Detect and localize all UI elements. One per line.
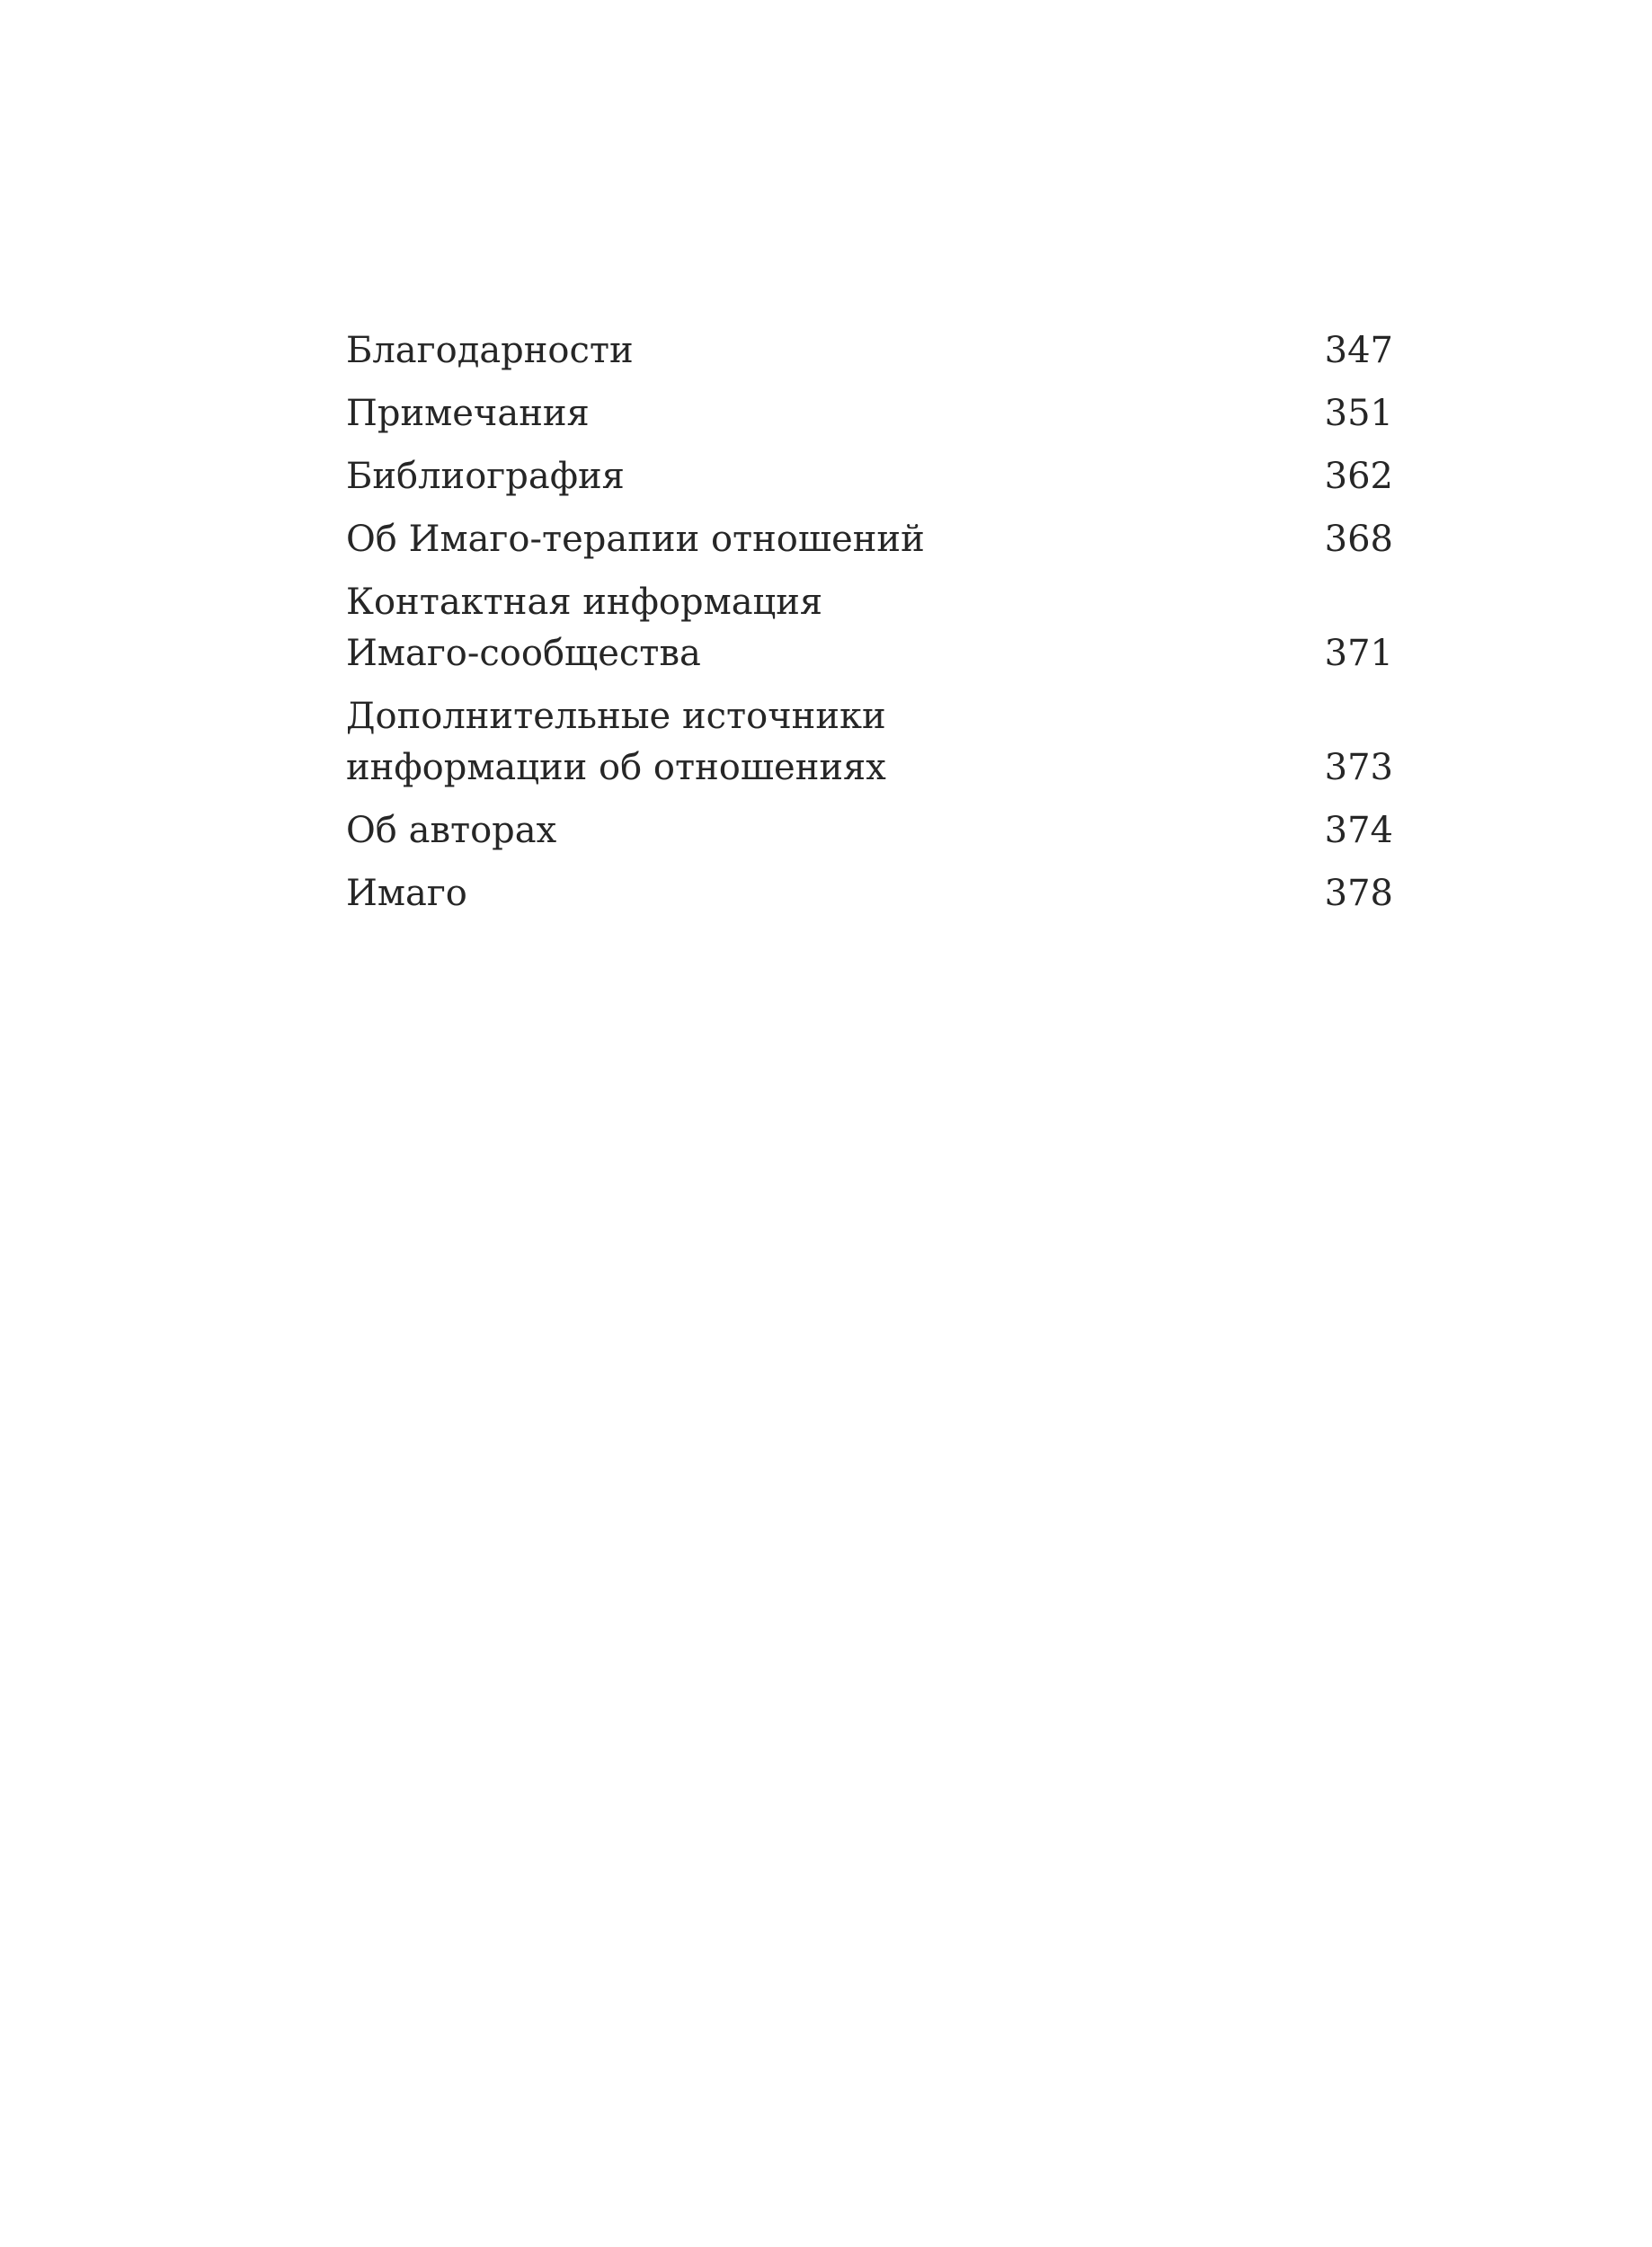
- toc-page-number: 378: [1324, 873, 1393, 914]
- toc-title-line: Имаго-сообщества: [346, 633, 701, 674]
- toc-entry: [346, 691, 1393, 794]
- toc-entry-title: [346, 325, 634, 377]
- toc-page-number: 362: [1324, 456, 1393, 497]
- toc-entry: [346, 325, 1393, 377]
- toc-entry: [346, 577, 1393, 679]
- toc-entry-title: [346, 388, 590, 440]
- table-of-contents: [346, 325, 1393, 931]
- toc-entry: [346, 868, 1393, 919]
- toc-entry-title: [346, 805, 556, 857]
- toc-page-number: 374: [1324, 810, 1393, 851]
- toc-entry: [346, 388, 1393, 440]
- toc-page-number: 351: [1324, 393, 1393, 434]
- toc-entry-title: [346, 577, 822, 679]
- toc-entry-title: [346, 451, 625, 502]
- toc-title-line: Библиография: [346, 456, 625, 497]
- toc-title-line: информации об отношениях: [346, 747, 886, 788]
- toc-entry: [346, 451, 1393, 502]
- toc-entry: [346, 805, 1393, 857]
- toc-title-line: Примечания: [346, 393, 590, 434]
- toc-title-line: Благодарности: [346, 330, 634, 371]
- toc-entry-title: [346, 514, 925, 565]
- toc-entry: [346, 514, 1393, 565]
- toc-title-line: Дополнительные источники: [346, 696, 886, 737]
- toc-title-line: Имаго: [346, 873, 467, 914]
- toc-entry-title: [346, 868, 467, 919]
- toc-page-number: 373: [1324, 747, 1393, 788]
- toc-title-line: Контактная информация: [346, 582, 823, 623]
- toc-page-number: 368: [1324, 519, 1393, 560]
- toc-page-number: 347: [1324, 330, 1393, 371]
- toc-title-line: Об авторах: [346, 810, 557, 851]
- toc-entry-title: [346, 691, 886, 794]
- toc-page-number: 371: [1324, 633, 1393, 674]
- toc-title-line: Об Имаго-терапии отношений: [346, 519, 925, 560]
